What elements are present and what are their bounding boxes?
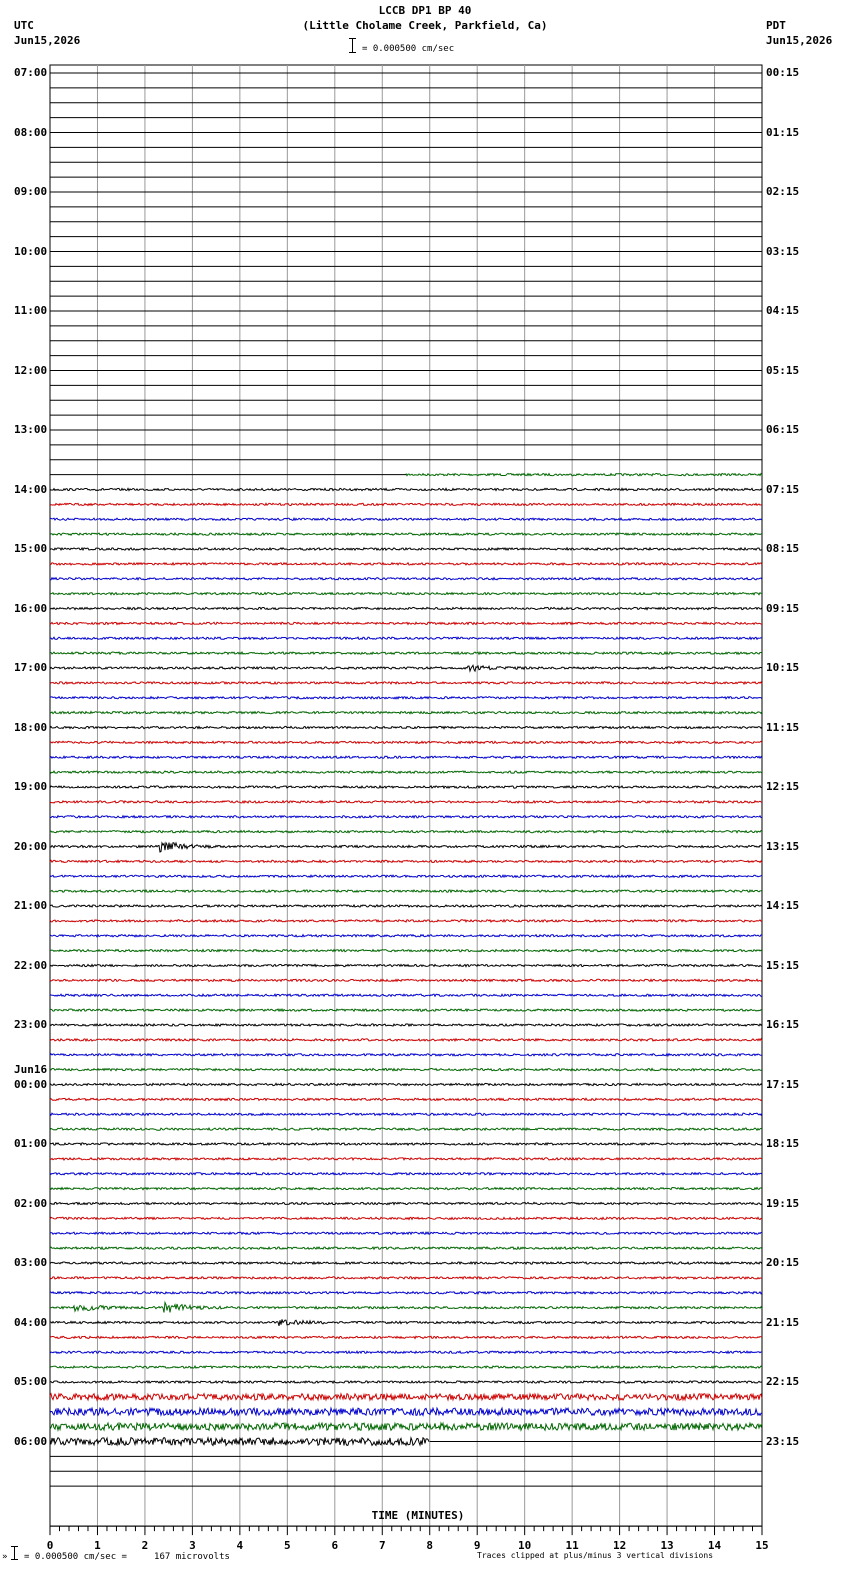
trace-row [50,503,762,505]
trace-row [50,875,762,877]
left-hour-label: 19:00 [14,780,48,793]
trace-row [50,607,762,609]
trace-row [50,979,762,981]
trace-row [50,1188,762,1190]
footer-arrow: » [2,1552,8,1562]
left-hour-label: 23:00 [14,1018,48,1031]
right-hour-label: 03:15 [766,244,800,258]
x-tick-label: 10 [518,1539,532,1553]
trace-row [50,697,762,699]
x-tick-label: 3 [189,1539,196,1553]
right-hour-label: 02:15 [766,185,800,198]
trace-row [50,1381,762,1383]
trace-row [50,518,762,520]
trace-row [50,622,762,624]
right-hour-label: 15:15 [766,958,800,972]
right-hour-label: 06:15 [766,423,800,436]
trace-row [50,726,762,728]
plot-frame [50,65,762,1526]
trace-row [50,665,762,671]
chart-title: LCCB DP1 BP 40 [378,4,472,17]
trace-row [50,1083,762,1085]
trace-row [50,816,762,818]
right-hour-label: 12:15 [766,780,800,793]
left-hour-label: 11:00 [14,304,48,317]
left-hour-label: 22:00 [14,958,48,972]
left-hour-label: 06:00 [14,1434,48,1448]
left-hour-label: 18:00 [14,720,48,734]
trace-row [50,1277,762,1279]
trace-row [50,950,762,952]
scale-bar-icon [352,38,353,53]
left-hour-label: 20:00 [14,839,48,853]
left-date: Jun15,2026 [14,34,81,47]
x-tick-label: 9 [473,1539,481,1553]
x-tick-label: 14 [707,1539,722,1553]
right-hour-label: 07:15 [766,482,800,496]
trace-row [50,994,762,996]
trace-row [50,920,762,922]
trace-row [50,1039,762,1041]
x-tick-label: 4 [236,1539,244,1553]
trace-row [50,1262,762,1264]
x-tick-label: 2 [141,1539,149,1553]
trace-row [50,1303,762,1313]
right-hour-label: 17:15 [766,1077,800,1091]
trace-row [50,786,762,788]
x-tick-label: 0 [46,1539,54,1553]
trace-row [50,488,762,490]
trace-row [50,712,762,714]
right-hour-label: 22:15 [766,1375,800,1388]
trace-row [50,771,762,773]
trace-row [50,935,762,937]
chart-subtitle: (Little Cholame Creek, Parkfield, Ca) [302,19,548,32]
right-hour-label: 04:15 [766,304,800,317]
trace-row [50,563,762,565]
x-tick-label: 11 [565,1539,579,1553]
right-hour-label: 00:15 [766,66,800,79]
right-hour-label: 05:15 [766,363,800,377]
trace-row [50,1128,762,1130]
left-hour-label: 00:00 [14,1077,48,1091]
left-hour-label: 07:00 [14,66,48,79]
right-hour-label: 09:15 [766,601,800,615]
trace-row [50,1202,762,1204]
right-hour-label: 14:15 [766,899,800,912]
clip-note: Traces clipped at plus/minus 3 vertical divisions [477,1551,714,1560]
trace-row [50,1247,762,1249]
trace-row [50,843,762,852]
trace-row [50,1069,762,1071]
left-hour-label: 15:00 [14,542,48,555]
trace-row [50,548,762,550]
right-hour-label: 19:15 [766,1196,800,1210]
trace-row [50,1232,762,1234]
left-hour-label: 12:00 [14,363,48,377]
footer-scale-icon [14,1546,15,1560]
trace-row [50,578,762,580]
x-tick-label: 1 [94,1539,101,1553]
day-change-label: Jun16 [14,1062,48,1076]
trace-row [50,593,762,595]
right-date: Jun15,2026 [766,34,833,47]
trace-row [50,1158,762,1160]
x-tick-label: 12 [612,1539,627,1553]
left-hour-label: 08:00 [14,125,48,139]
trace-row [406,474,762,476]
trace-row [50,637,762,639]
scale-label: = 0.000500 cm/sec [362,44,455,54]
left-hour-label: 10:00 [14,244,48,258]
trace-row [50,831,762,833]
trace-row [50,1394,762,1400]
trace-row [50,1217,762,1219]
trace-row [50,1009,762,1011]
left-hour-label: 21:00 [14,899,48,912]
right-hour-label: 01:15 [766,125,800,139]
trace-row [50,964,762,966]
trace-row [50,1366,762,1368]
trace-row [50,756,762,758]
x-tick-label: 6 [331,1539,339,1553]
trace-row [50,1351,762,1353]
right-hour-label: 08:15 [766,542,800,555]
trace-row [50,860,762,862]
x-axis-label: TIME (MINUTES) [371,1509,465,1522]
right-hour-label: 20:15 [766,1256,800,1269]
left-hour-label: 16:00 [14,601,48,615]
trace-row [50,1054,762,1056]
x-axis [47,1526,769,1552]
right-hour-label: 10:15 [766,661,800,674]
trace-row [50,890,762,892]
left-hour-label: 09:00 [14,185,48,198]
left-hour-label: 02:00 [14,1196,48,1210]
trace-row [50,1408,762,1415]
right-hour-label: 21:15 [766,1315,800,1329]
trace-rows [50,73,762,1486]
left-hour-label: 14:00 [14,482,48,496]
trace-row [50,1098,762,1100]
trace-row [50,1024,762,1026]
right-hour-label: 13:15 [766,839,800,853]
footer-scale-text: = 0.000500 cm/sec = 167 microvolts [24,1552,230,1562]
plot-grid [50,65,762,1526]
x-tick-label: 5 [284,1539,291,1553]
left-hour-label: 03:00 [14,1256,48,1269]
trace-row [50,1423,762,1430]
trace-row [50,801,762,803]
trace-row [50,741,762,743]
trace-row [50,1173,762,1175]
trace-row [50,682,762,684]
trace-row [50,905,762,907]
trace-row [50,533,762,535]
trace-row [50,1319,762,1326]
right-hour-label: 23:15 [766,1434,800,1448]
trace-row [50,1336,762,1338]
trace-row [50,1438,429,1446]
trace-row [50,652,762,654]
trace-row [50,1143,762,1145]
left-hour-label: 05:00 [14,1375,48,1388]
right-hour-label: 16:15 [766,1018,800,1031]
left-hour-label: 17:00 [14,661,48,674]
trace-row [50,1292,762,1294]
x-tick-label: 7 [378,1539,386,1553]
right-hour-label: 18:15 [766,1137,800,1150]
right-hour-label: 11:15 [766,720,800,734]
x-tick-label: 15 [755,1539,769,1553]
x-tick-label: 13 [660,1539,674,1553]
trace-row [50,1113,762,1115]
left-hour-label: 01:00 [14,1137,48,1150]
x-tick-label: 8 [426,1539,434,1553]
right-timezone: PDT [766,19,786,32]
left-hour-label: 13:00 [14,423,48,436]
left-hour-label: 04:00 [14,1315,48,1329]
left-timezone: UTC [14,19,34,32]
